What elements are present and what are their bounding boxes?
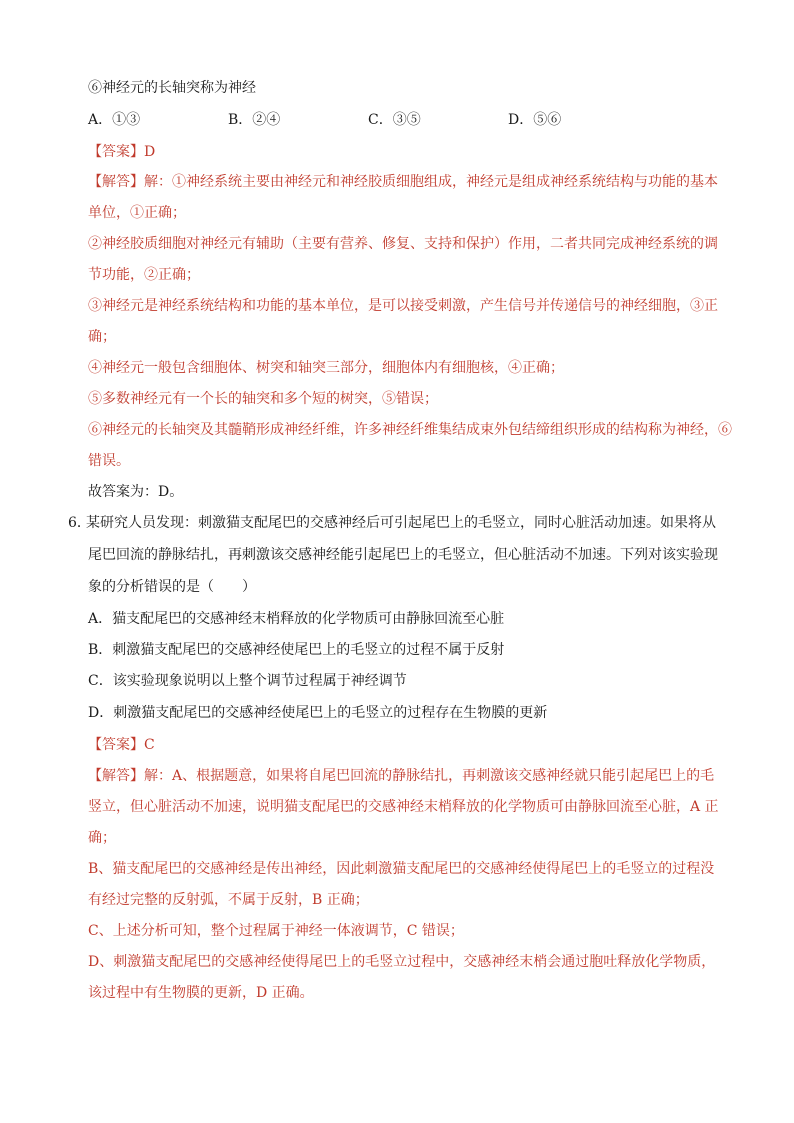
q5-item6: ⑥神经元的长轴突称为神经: [88, 80, 256, 96]
q6-answer: [88, 735, 155, 755]
q6-number: 6．: [68, 515, 91, 531]
q6-analysis-line-3: 确；: [88, 830, 116, 846]
q5-analysis-line-7: ④神经元一般包含细胞体、树突和轴突三部分，细胞体内有细胞核，④正确；: [88, 360, 564, 376]
q6-analysis-line-1: [88, 766, 714, 786]
q5-analysis-line-1: [88, 172, 718, 192]
q5-answer-tag: 【答案】: [88, 144, 144, 160]
q5-option-c: C．③⑤: [368, 112, 421, 128]
q6-stem-line-2: 尾巴回流的静脉结扎，再刺激该交感神经能引起尾巴上的毛竖立，但心脏活动不加速。下列对该实验现: [88, 547, 718, 563]
q6-analysis-line-2: 竖立，但心脏活动不加速，说明猫支配尾巴的交感神经末梢释放的化学物质可由静脉回流至心脏，A 正: [88, 799, 719, 815]
q5-analysis-line-3: ②神经胶质细胞对神经元有辅助（主要有营养、修复、支持和保护）作用，二者共同完成神经系统的调: [88, 236, 718, 252]
q5-options: [88, 110, 648, 130]
q6-analysis-line-4: B、猫支配尾巴的交感神经是传出神经，因此刺激猫支配尾巴的交感神经使得尾巴上的毛竖立的过程没: [88, 861, 715, 877]
q5-analysis-line-4: 节功能，②正确；: [88, 267, 200, 283]
q5-option-d: D．⑤⑥: [508, 112, 562, 128]
q5-answer-value: D: [144, 144, 156, 160]
q6-analysis-text-1: 解：A、根据题意，如果将自尾巴回流的静脉结扎，再刺激该交感神经就只能引起尾巴上的毛: [144, 768, 715, 784]
q6-stem-text-1: 某研究人员发现：刺激猫支配尾巴的交感神经后可引起尾巴上的毛竖立，同时心脏活动加速。如果将从: [86, 515, 716, 531]
q5-answer: [88, 142, 155, 162]
q6-option-d: D．刺激猫支配尾巴的交感神经使尾巴上的毛竖立的过程存在生物膜的更新: [88, 705, 548, 721]
q6-answer-tag: 【答案】: [88, 737, 144, 753]
q6-answer-value: C: [144, 737, 155, 753]
q5-analysis-line-5: ③神经元是神经系统结构和功能的基本单位，是可以接受刺激，产生信号并传递信号的神经细胞，③正: [88, 298, 718, 314]
q6-analysis-line-5: 有经过完整的反射弧，不属于反射，B 正确；: [88, 892, 369, 908]
q6-stem-line-3: 象的分析错误的是（ ）: [88, 579, 256, 595]
q5-analysis-line-8: ⑤多数神经元有一个长的轴突和多个短的树突，⑤错误；: [88, 391, 438, 407]
q5-analysis-text-1: 解：①神经系统主要由神经元和神经胶质细胞组成，神经元是组成神经系统结构与功能的基本: [144, 174, 718, 190]
q5-analysis-line-6: 确；: [88, 329, 116, 345]
q5-option-b: B．②④: [228, 112, 281, 128]
q6-analysis-line-7: D、刺激猫支配尾巴的交感神经使得尾巴上的毛竖立过程中，交感神经末梢会通过胞吐释放化学物质，: [88, 954, 716, 970]
q6-analysis-tag: 【解答】: [88, 768, 144, 784]
q6-option-a: A．猫支配尾巴的交感神经末梢释放的化学物质可由静脉回流至心脏: [88, 611, 505, 627]
q5-analysis-line-2: 单位，①正确；: [88, 205, 186, 221]
q6-analysis-line-8: 该过程中有生物膜的更新，D 正确。: [88, 985, 314, 1001]
q5-analysis-line-9: ⑥神经元的长轴突及其髓鞘形成神经纤维，许多神经纤维集结成束外包结缔组织形成的结构称为神经，⑥: [88, 422, 732, 438]
q6-stem-line-1: [68, 513, 716, 533]
q6-analysis-line-6: C、上述分析可知，整个过程属于神经一体液调节，C 错误；: [88, 923, 464, 939]
q6-option-c: C．该实验现象说明以上整个调节过程属于神经调节: [88, 673, 407, 689]
q6-option-b: B．刺激猫支配尾巴的交感神经使尾巴上的毛竖立的过程不属于反射: [88, 642, 505, 658]
q5-analysis-line-10: 错误。: [88, 453, 130, 469]
q5-analysis-tag: 【解答】: [88, 174, 144, 190]
q5-conclusion: 故答案为：D。: [88, 484, 184, 500]
q5-option-a: A．①③: [88, 112, 141, 128]
